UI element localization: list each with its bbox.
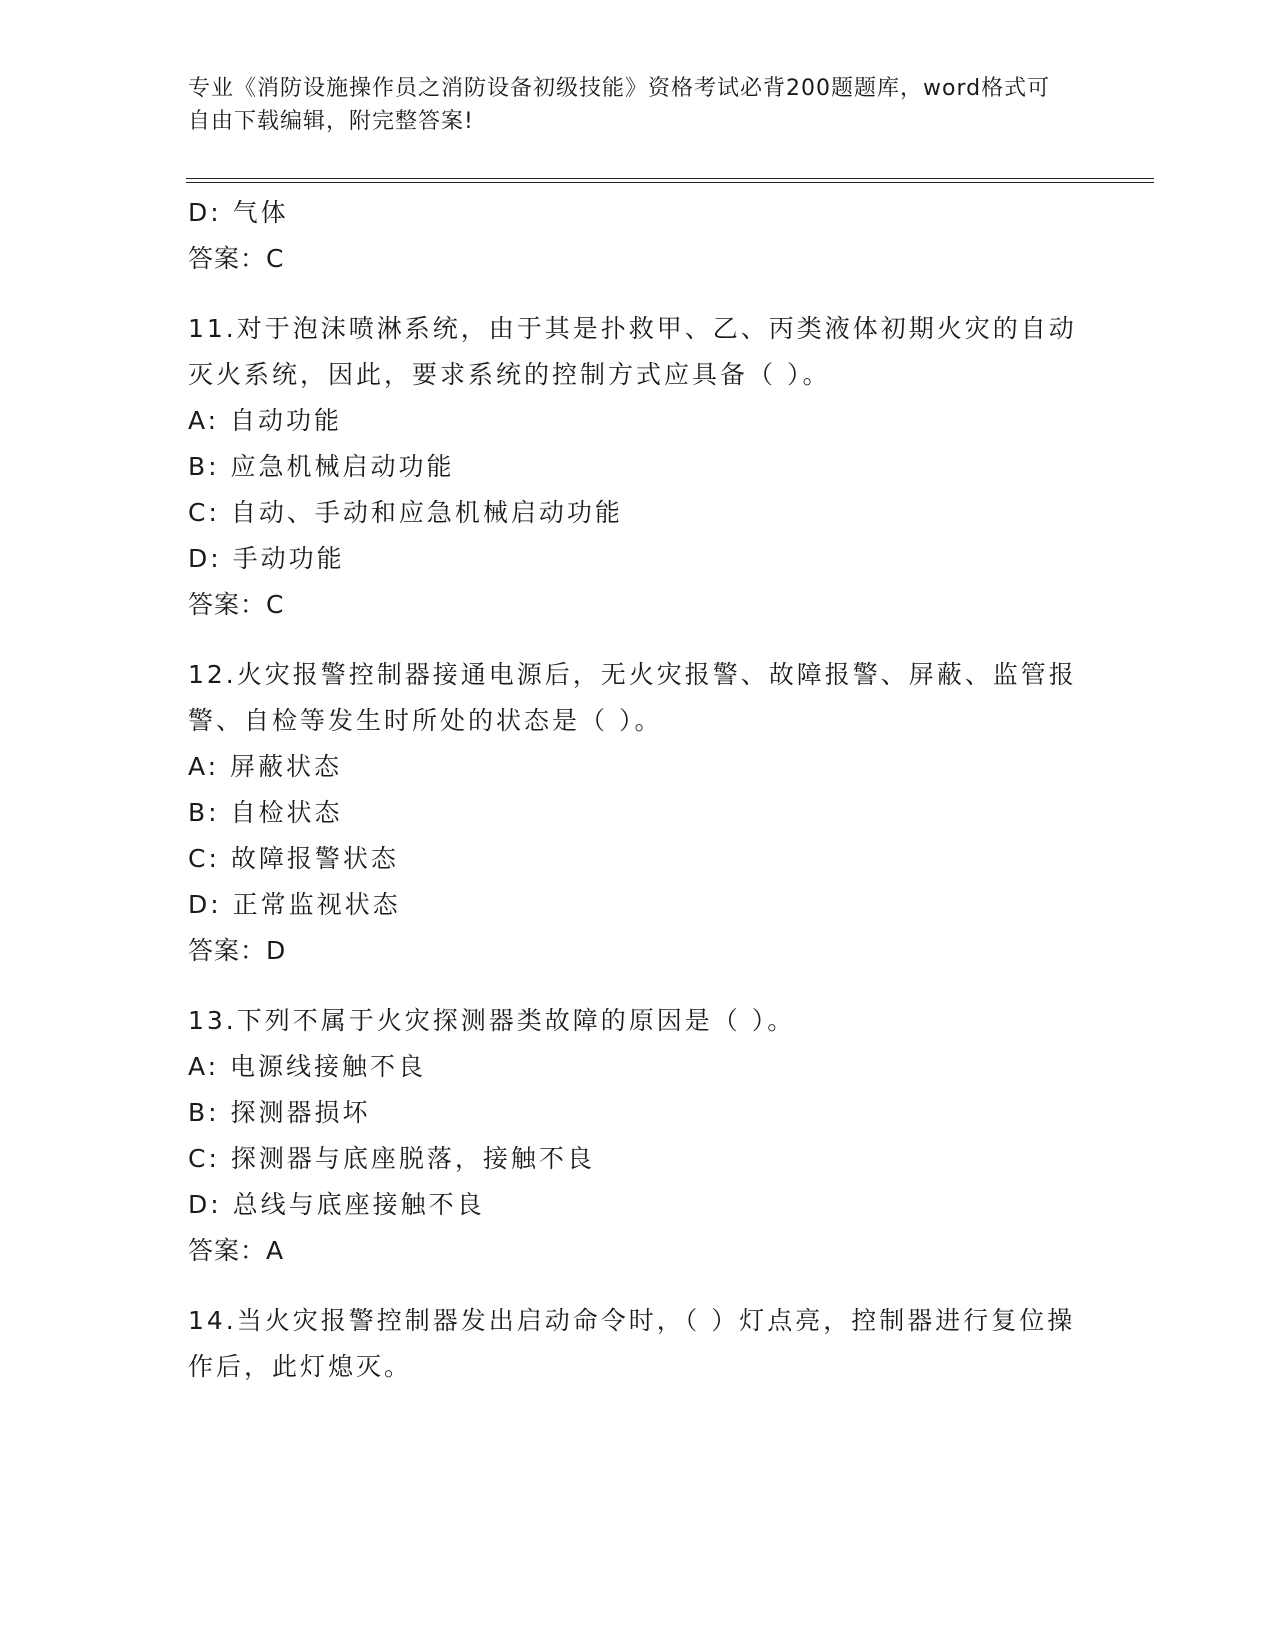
question-option: B: 应急机械启动功能 <box>188 452 455 481</box>
question-answer: 答案：C <box>188 244 285 273</box>
question-option: B: 自检状态 <box>188 798 343 827</box>
question-list <box>188 190 1088 1390</box>
question-option: B: 探测器损坏 <box>188 1098 371 1127</box>
question-option: D: 手动功能 <box>188 544 345 573</box>
question-answer: 答案：D <box>188 936 287 965</box>
header-rule-bottom <box>186 182 1154 183</box>
question-12 <box>188 652 1088 974</box>
question-11 <box>188 306 1088 628</box>
question-option: C: 自动、手动和应急机械启动功能 <box>188 498 623 527</box>
question-option: C: 探测器与底座脱落，接触不良 <box>188 1144 595 1173</box>
question-answer: 答案：A <box>188 1236 285 1265</box>
question-option: C: 故障报警状态 <box>188 844 399 873</box>
question-13 <box>188 998 1088 1274</box>
header-rule-top <box>186 178 1154 179</box>
question-14 <box>188 1298 1088 1390</box>
document-header: 专业《消防设施操作员之消防设备初级技能》资格考试必背200题题库，word格式可自由下载编辑，附完整答案! <box>188 76 1051 134</box>
question-option: D: 气体 <box>188 198 289 227</box>
question-text: 12.火灾报警控制器接通电源后，无火灾报警、故障报警、屏蔽、监管报警、自检等发生时所处的状态是（ ）。 <box>188 660 1077 735</box>
question-10-tail <box>188 190 1088 282</box>
question-option: A: 自动功能 <box>188 406 343 435</box>
question-option: A: 屏蔽状态 <box>188 752 343 781</box>
question-option: D: 总线与底座接触不良 <box>188 1190 485 1219</box>
question-option: D: 正常监视状态 <box>188 890 401 919</box>
question-text: 14.当火灾报警控制器发出启动命令时，（ ）灯点亮，控制器进行复位操作后，此灯熄灭。 <box>188 1306 1076 1381</box>
question-option: A: 电源线接触不良 <box>188 1052 427 1081</box>
question-answer: 答案：C <box>188 590 285 619</box>
question-text: 13.下列不属于火灾探测器类故障的原因是（ ）。 <box>188 1006 796 1035</box>
question-text: 11.对于泡沫喷淋系统，由于其是扑救甲、乙、丙类液体初期火灾的自动灭火系统，因此，要求系统的控制方式应具备（ ）。 <box>188 314 1077 389</box>
